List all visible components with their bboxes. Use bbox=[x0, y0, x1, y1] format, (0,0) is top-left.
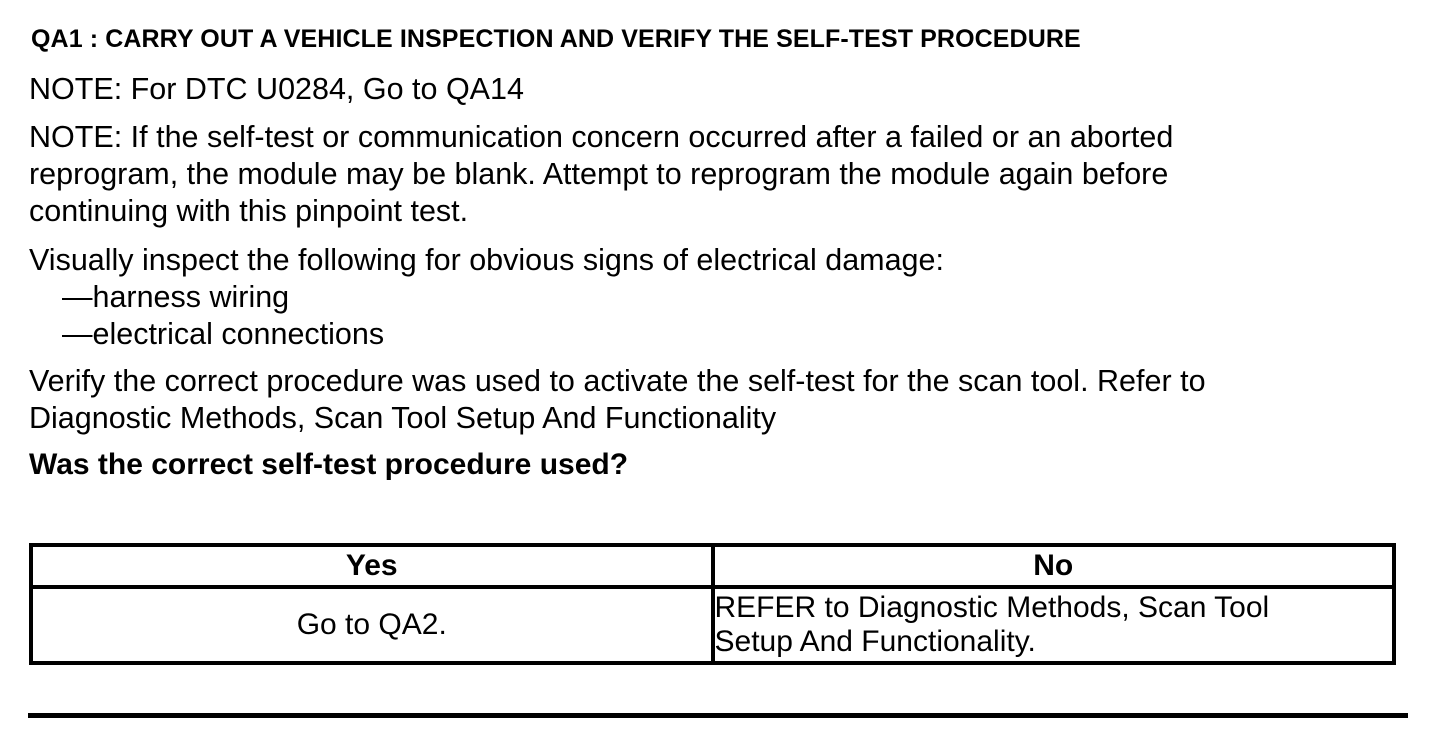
inspection-item-harness: —harness wiring bbox=[62, 280, 290, 314]
step-heading: QA1 : CARRY OUT A VEHICLE INSPECTION AND VERIFY THE SELF-TEST PROCEDURE bbox=[31, 25, 1081, 53]
inspection-instructions bbox=[29, 242, 1349, 353]
no-action bbox=[713, 587, 1395, 663]
note-reprogram-line-1: NOTE: If the self-test or communication concern occurred after a failed or an aborted bbox=[29, 120, 1174, 154]
note-reprogram-line-3: continuing with this pinpoint test. bbox=[29, 194, 469, 228]
yes-action: Go to QA2. bbox=[31, 587, 713, 663]
section-divider bbox=[28, 713, 1408, 718]
verify-line-1: Verify the correct procedure was used to activate the self-test for the scan tool. Refer to bbox=[29, 364, 1206, 398]
note-reprogram bbox=[29, 119, 1349, 230]
verify-line-2: Diagnostic Methods, Scan Tool Setup And Functionality bbox=[29, 401, 777, 435]
decision-table-header-row bbox=[31, 545, 1394, 587]
yes-header: Yes bbox=[31, 545, 713, 587]
note-dtc-text: NOTE: For DTC U0284, Go to QA14 bbox=[29, 72, 524, 106]
no-action-line-2: Setup And Functionality. bbox=[714, 625, 1036, 658]
no-header: No bbox=[713, 545, 1395, 587]
no-action-line-1: REFER to Diagnostic Methods, Scan Tool bbox=[714, 591, 1270, 624]
decision-question: Was the correct self-test procedure used? bbox=[29, 448, 629, 481]
note-dtc bbox=[29, 71, 1349, 108]
verify-procedure bbox=[29, 363, 1349, 437]
inspection-intro: Visually inspect the following for obvious signs of electrical damage: bbox=[29, 243, 944, 277]
decision-table bbox=[29, 543, 1396, 665]
decision-table-row bbox=[31, 587, 1394, 663]
note-reprogram-line-2: reprogram, the module may be blank. Attempt to reprogram the module again before bbox=[29, 157, 1169, 191]
inspection-item-connections: —electrical connections bbox=[62, 317, 385, 351]
